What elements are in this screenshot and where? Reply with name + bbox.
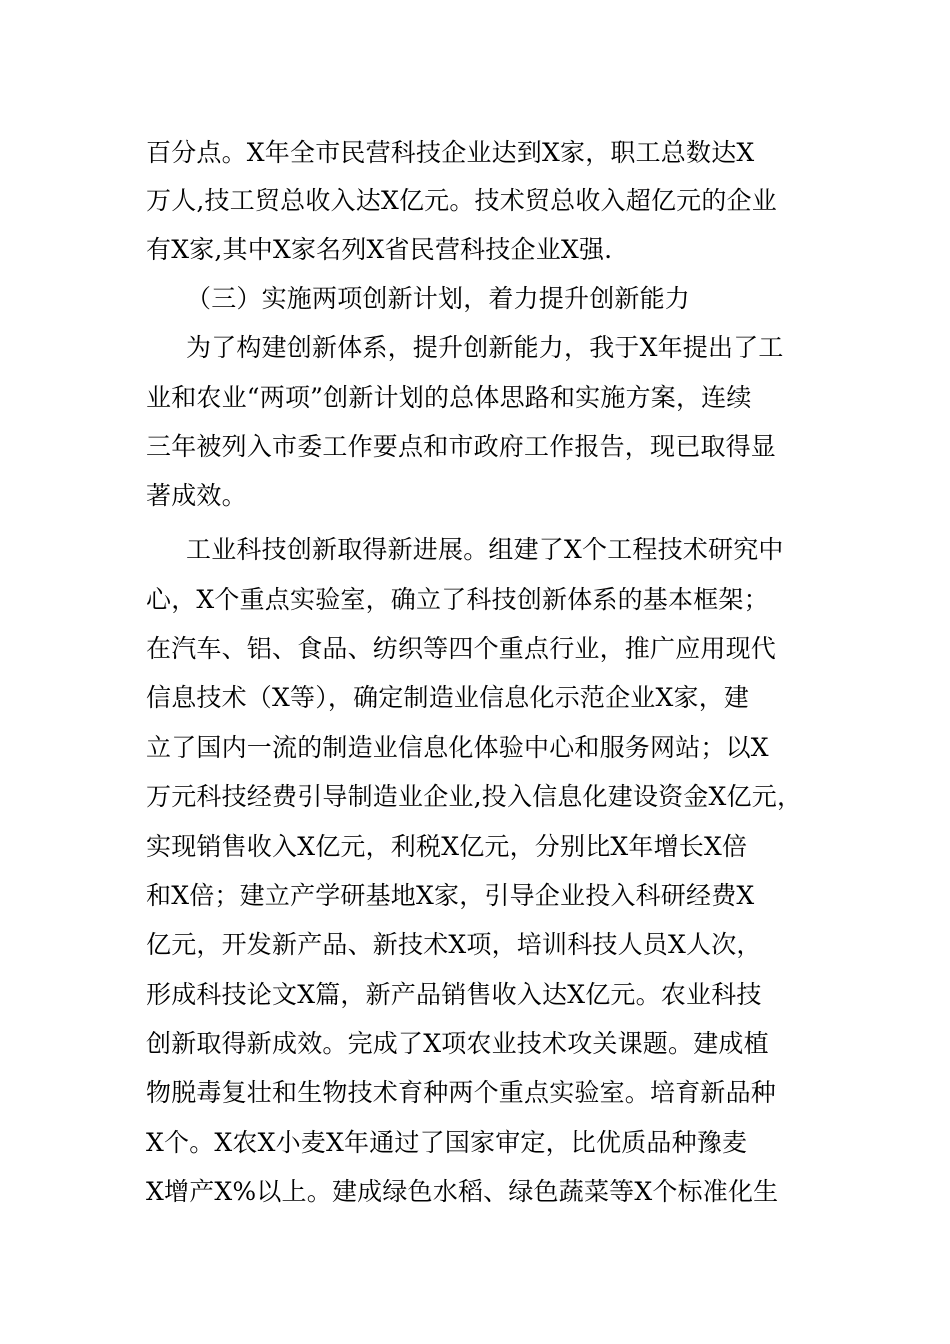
text-line-18: 形成科技论文X篇，新产品销售收入达X亿元。农业科技	[146, 980, 762, 1009]
text-line-6: 业和农业“两项”创新计划的总体思路和实施方案，连续	[146, 383, 752, 412]
text-line-20: 物脱毒复壮和生物技术育种两个重点实验室。培育新品种	[146, 1078, 777, 1107]
text-line-13: 立了国内一流的制造业信息化体验中心和服务网站；以X	[146, 733, 769, 762]
text-line-9: 工业科技创新取得新进展。组建了X个工程技术研究中	[186, 535, 784, 564]
text-line-19: 创新取得新成效。完成了X项农业技术攻关课题。建成植	[146, 1029, 769, 1058]
text-line-11: 在汽车、铝、食品、纺织等四个重点行业，推广应用现代	[146, 634, 777, 663]
text-line-21: X个。X农X小麦X年通过了国家审定，比优质品种豫麦	[146, 1128, 748, 1157]
text-line-3: 有X家,其中X家名列X省民营科技企业X强.	[146, 235, 613, 264]
text-line-12: 信息技术（X等），确定制造业信息化示范企业X家，建	[146, 683, 750, 712]
text-line-16: 和X倍；建立产学研基地X家，引导企业投入科研经费X	[146, 881, 755, 910]
text-line-8: 著成效。	[146, 481, 247, 510]
text-line-17: 亿元，开发新产品、新技术X项，培训科技人员X人次，	[146, 930, 762, 959]
text-line-15: 实现销售收入X亿元，利税X亿元，分别比X年增长X倍	[146, 832, 748, 861]
text-line-5: 为了构建创新体系，提升创新能力，我于X年提出了工	[186, 333, 784, 362]
text-line-7: 三年被列入市委工作要点和市政府工作报告，现已取得显	[146, 432, 777, 461]
text-line-10: 心，X个重点实验室，确立了科技创新体系的基本框架；	[146, 585, 769, 614]
text-line-22: X增产X%以上。建成绿色水稻、绿色蔬菜等X个标准化生	[146, 1177, 779, 1206]
text-line-14: 万元科技经费引导制造业企业,投入信息化建设资金X亿元，	[146, 782, 803, 811]
text-line-1: 百分点。X年全市民营科技企业达到X家，职工总数达X	[146, 138, 755, 167]
section-heading: （三）实施两项创新计划，着力提升创新能力	[186, 284, 691, 313]
text-line-2: 万人,技工贸总收入达X亿元。技术贸总收入超亿元的企业	[146, 186, 777, 215]
